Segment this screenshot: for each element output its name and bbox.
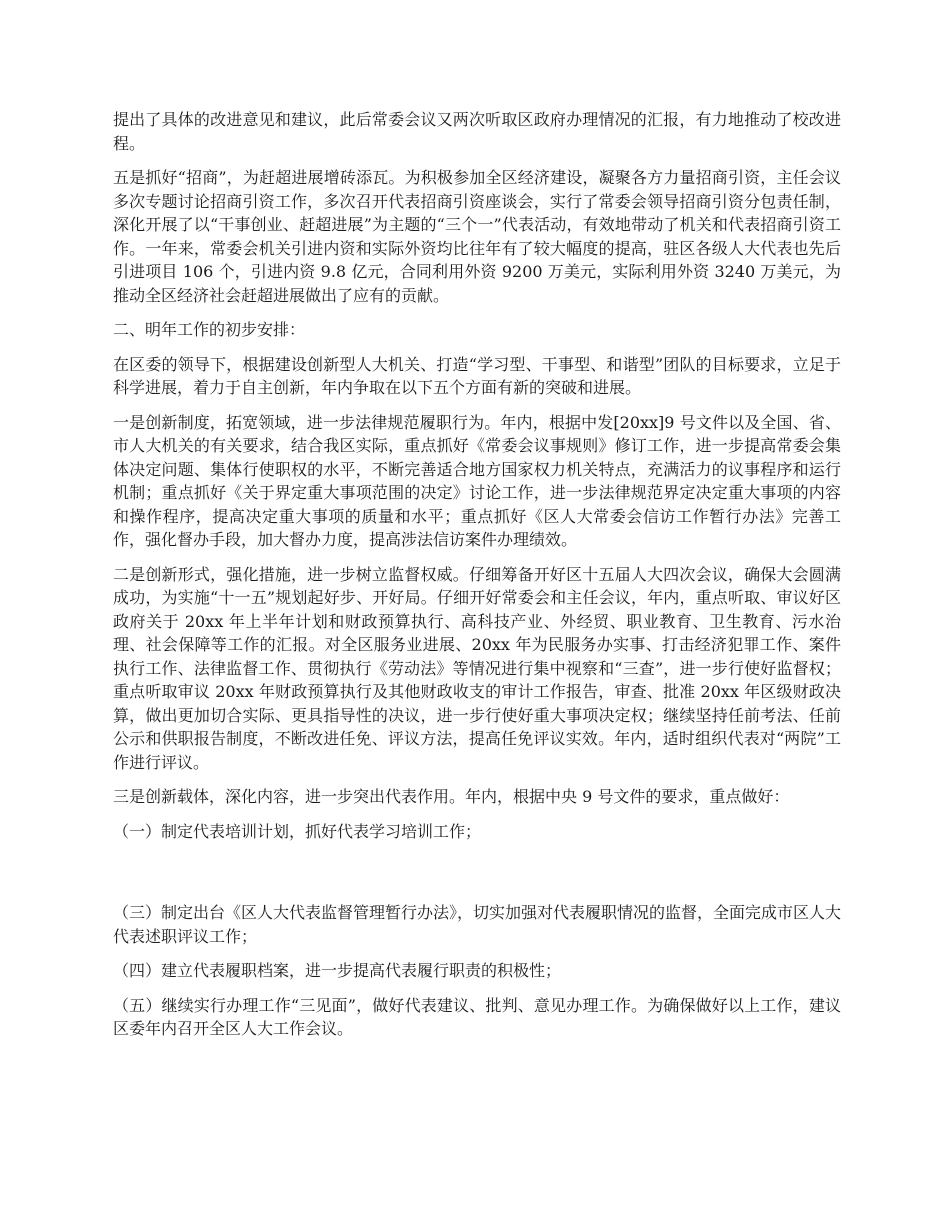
- list-item-3: （三）制定出台《区人大代表监督管理暂行办法》，切实加强对代表履职情况的监督，全面完成市区人大代表述职评议工作；: [113, 903, 842, 946]
- paragraph-innovation-carrier: 三是创新载体，深化内容，进一步突出代表作用。年内，根据中央 9 号文件的要求，重点做好：: [113, 787, 790, 806]
- list-item-1: （一）制定代表培训计划，抓好代表学习培训工作；: [113, 821, 482, 841]
- section-heading-next-year: 二、明年工作的初步安排：: [113, 320, 306, 339]
- paragraph-innovation-form: 二是创新形式，强化措施，进一步树立监督权威。仔细筹备开好区十五届人大四次会议，确保大会圆满成功，为实施“十一五”规划起好步、开好局。仔细开好常委会和主任会议，年内，重点听取、审议好区政府关于 20xx 年上半年计划和财政预算执行、高科技产业、外经贸、职业教育、卫生教育、污水治理、社会保障等工作的汇报。对全区服务业进展、20xx 年为民服务办实事、打击经济犯罪工作、案件执行工作、法律监督工作、贯彻执行《劳动法》等情况进行集中视察和“三查”，进一步行使好监督权；重点听取审议 20xx 年财政预算执行及其他财政收支的审计工作报告，审查、批准 20xx 年区级财政决算，做出更加切合实际、更具指导性的决议，进一步行使好重大事项决定权；继续坚持任前考法、任前公示和供职报告制度，不断改进任免、评议方法，提高任免评议实效。年内，适时组织代表对“两院”工作进行评议。: [113, 564, 841, 772]
- paragraph-innovation-system: 一是创新制度，拓宽领域，进一步法律规范履职行为。年内，根据中发[20xx]9 号文件以及全国、省、市人大机关的有关要求，结合我区实际，重点抓好《常委会议事规则》修订工作，进一步提高常委会集体决定问题、集体行使职权的水平，不断完善适合地方国家权力机关特点，充满活力的议事程序和运行机制；重点抓好《关于界定重大事项范围的决定》讨论工作，进一步法律规范界定决定重大事项的内容和操作程序，提高决定重大事项的质量和水平；重点抓好《区人大常委会信访工作暂行办法》完善工作，强化督办手段，加大督办力度，提高涉法信访案件办理绩效。: [113, 412, 841, 549]
- list-item-5: （五）继续实行办理工作“三见面”，做好代表建议、批判、意见办理工作。为确保做好以上工作，建议区委年内召开全区人大工作会议。: [113, 995, 841, 1038]
- paragraph-investment: 五是抓好“招商”，为赶超进展增砖添瓦。为积极参加全区经济建设，凝聚各方力量招商引资，主任会议多次专题讨论招商引资工作，多次召开代表招商引资座谈会，实行了常委会领导招商引资分包责任制，深化开展了以“干事创业、赶超进展”为主题的“三个一”代表活动，有效地带动了机关和代表招商引资工作。一年来，常委会机关引进内资和实际外资均比往年有了较大幅度的提高，驻区各级人大代表也先后引进项目 106 个，引进内资 9.8 亿元，合同利用外资 9200 万美元，实际利用外资 3240 万美元，为推动全区经济社会赶超进展做出了应有的贡献。: [113, 168, 841, 305]
- paragraph-intro-continuation: 提出了具体的改进意见和建议，此后常委会议又两次听取区政府办理情况的汇报，有力地推动了校改进程。: [113, 110, 841, 153]
- paragraph-overview: 在区委的领导下，根据建设创新型人大机关、打造“学习型、干事型、和谐型”团队的目标要求，立足于科学进展，着力于自主创新，年内争取在以下五个方面有新的突破和进展。: [113, 354, 841, 397]
- list-item-4: （四）建立代表履职档案，进一步提高代表履行职责的积极性；: [113, 961, 562, 980]
- document-body: [113, 108, 841, 1052]
